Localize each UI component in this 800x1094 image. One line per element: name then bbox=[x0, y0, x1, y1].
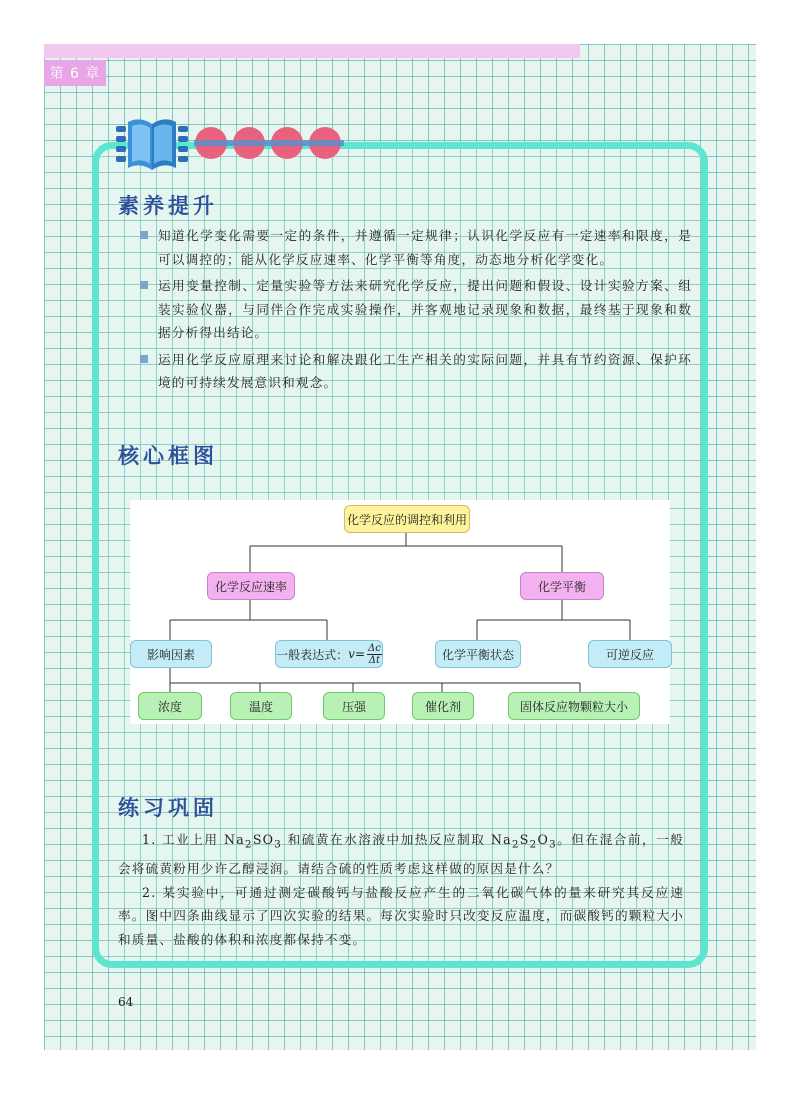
page-number: 64 bbox=[118, 995, 134, 1009]
node-temperature: 温度 bbox=[230, 692, 292, 720]
header-band bbox=[44, 44, 580, 58]
open-book-icon bbox=[114, 112, 190, 174]
practice-title: 练习巩固 bbox=[118, 796, 218, 820]
node-influencing-factors: 影响因素 bbox=[130, 640, 212, 668]
exercise-1: 1. 工业上用 $Na_2SO_3$ 和硫黄在水溶液中加热反应制取 $Na_2S_2O_3$。但在混合前，一般会将硫黄粉用少许乙醇浸润。请结合硫的性质考虑这样做的原因是什么？ bbox=[118, 832, 684, 877]
node-pressure: 压强 bbox=[323, 692, 385, 720]
diagram-connectors bbox=[130, 500, 670, 724]
framework-title: 核心框图 bbox=[118, 444, 218, 468]
literacy-item: 知道化学变化需要一定的条件，并遵循一定规律；认识化学反应有一定速率和限度，是可以调控的；能从化学反应速率、化学平衡等角度，动态地分析化学变化。 bbox=[140, 224, 692, 271]
core-framework-diagram bbox=[130, 500, 670, 724]
literacy-item: 运用化学反应原理来讨论和解决跟化工生产相关的实际问题，并具有节约资源、保护环境的可持续发展意识和观念。 bbox=[140, 348, 692, 395]
node-particle-size: 固体反应物颗粒大小 bbox=[508, 692, 640, 720]
exercise-list bbox=[118, 828, 684, 951]
decorative-dots bbox=[194, 126, 344, 160]
literacy-title: 素养提升 bbox=[118, 194, 218, 218]
node-concentration: 浓度 bbox=[138, 692, 202, 720]
node-rate-expression: 一般表达式： v = $\frac{\Delta c}{\Delta t}$ bbox=[275, 640, 383, 668]
bullet-square-icon bbox=[140, 231, 148, 239]
node-equilibrium-state: 化学平衡状态 bbox=[435, 640, 521, 668]
literacy-list bbox=[140, 224, 692, 398]
bullet-square-icon bbox=[140, 355, 148, 363]
fraction: $\frac{\Delta c}{\Delta t}$ bbox=[368, 642, 381, 666]
node-catalyst: 催化剂 bbox=[412, 692, 474, 720]
node-reversible-reaction: 可逆反应 bbox=[588, 640, 672, 668]
exercise-2: 2. 某实验中，可通过测定碳酸钙与盐酸反应产生的二氧化碳气体的量来研究其反应速率。图中四条曲线显示了四次实验的结果。每次实验时只改变反应温度，而碳酸钙的颗粒大小和质量、盐酸的体积和浓度都保持不变。 bbox=[118, 884, 684, 947]
node-root: 化学反应的调控和利用 bbox=[344, 505, 470, 533]
literacy-item: 运用变量控制、定量实验等方法来研究化学反应，提出问题和假设、设计实验方案、组装实验仪器，与同伴合作完成实验操作，并客观地记录现象和数据，最终基于现象和数据分析得出结论。 bbox=[140, 274, 692, 345]
chapter-tab: 第 6 章 bbox=[44, 60, 106, 86]
bullet-square-icon bbox=[140, 281, 148, 289]
node-chemical-equilibrium: 化学平衡 bbox=[520, 572, 604, 600]
node-reaction-rate: 化学反应速率 bbox=[207, 572, 295, 600]
